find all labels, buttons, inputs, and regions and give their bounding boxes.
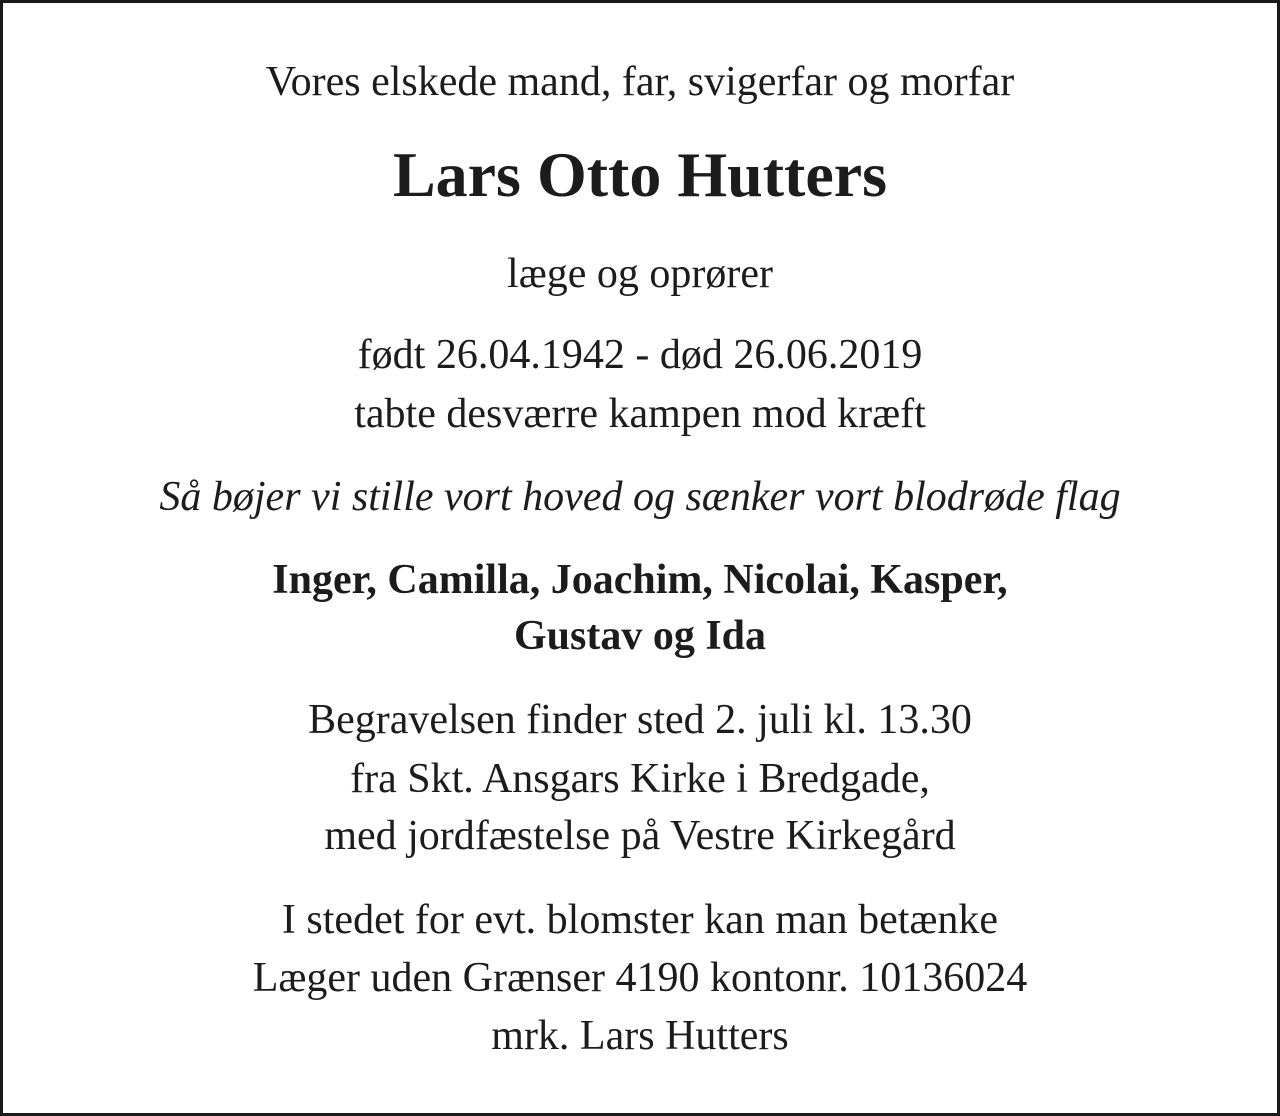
donation-line: mrk. Lars Hutters <box>491 1013 789 1059</box>
cause-line: tabte desværre kampen mod kræft <box>354 391 926 437</box>
intro-line: Vores elskede mand, far, svigerfar og morfar <box>265 59 1015 105</box>
life-dates: født 26.04.1942 - død 26.06.2019 <box>357 332 923 378</box>
family-line: Gustav og Ida <box>513 613 767 659</box>
funeral-line: fra Skt. Ansgars Kirke i Bredgade, <box>350 756 930 802</box>
donation-line: Læger uden Grænser 4190 kontonr. 10136024 <box>252 955 1028 1001</box>
deceased-name: Lars Otto Hutters <box>392 139 888 210</box>
occupation-line: læge og oprører <box>507 251 773 297</box>
funeral-line: Begravelsen finder sted 2. juli kl. 13.30 <box>308 697 972 743</box>
verse-line: Så bøjer vi stille vort hoved og sænker vort blodrøde flag <box>159 474 1121 520</box>
donation-line: I stedet for evt. blomster kan man betænke <box>281 897 999 943</box>
family-line: Inger, Camilla, Joachim, Nicolai, Kasper, <box>272 557 1008 603</box>
funeral-line: med jordfæstelse på Vestre Kirkegård <box>324 813 956 859</box>
